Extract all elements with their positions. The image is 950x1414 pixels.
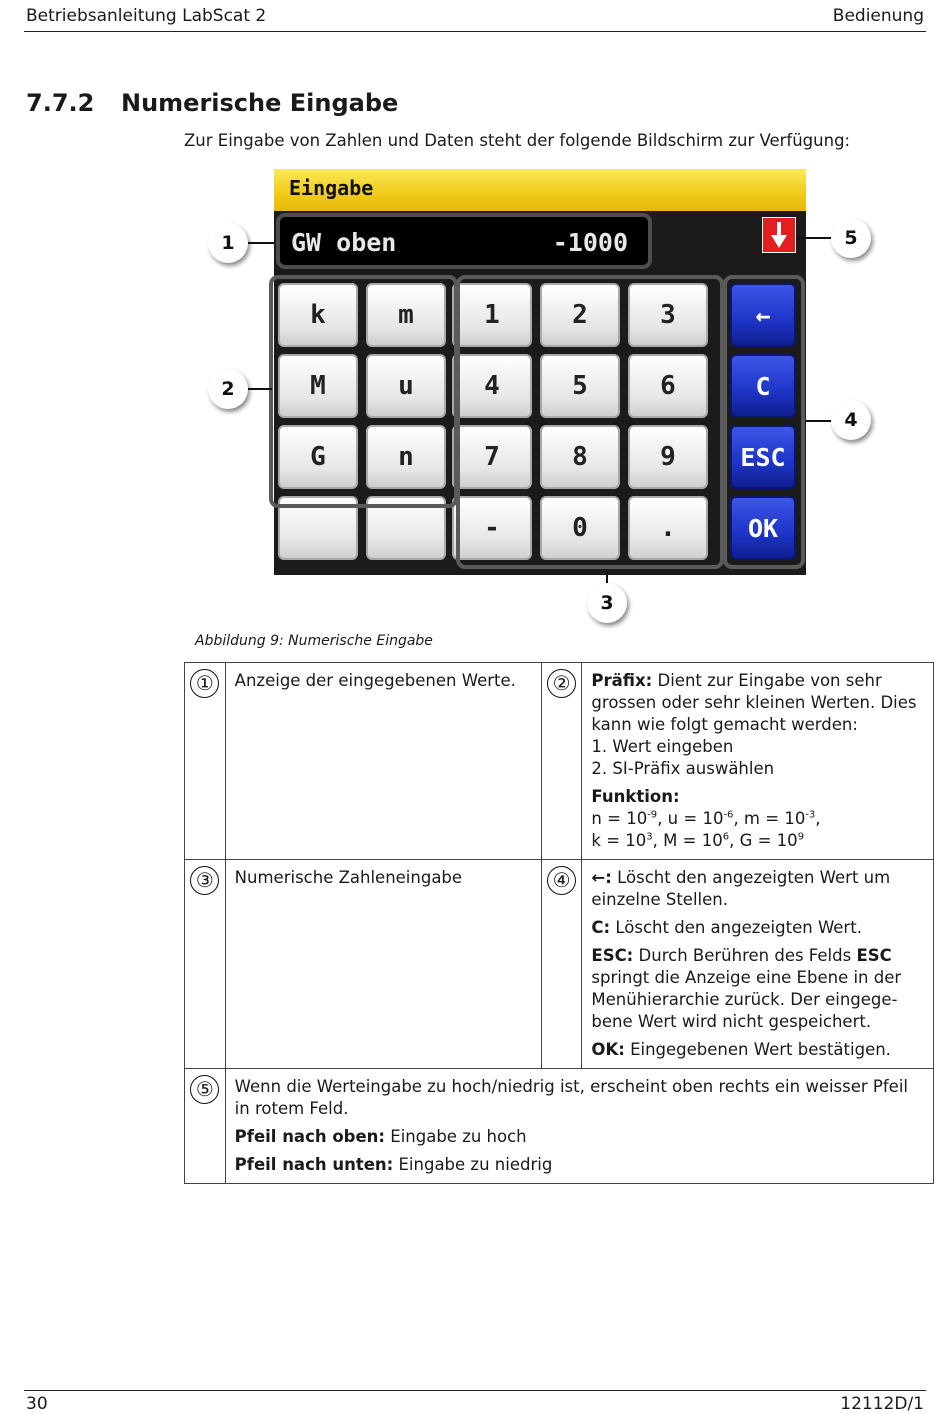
key-prefix-M[interactable]: M — [278, 354, 358, 418]
legend-marker-5: ⑤ — [190, 1075, 219, 1104]
callout-4: 4 — [831, 400, 871, 440]
callout-2-line — [248, 388, 272, 390]
legend-table — [184, 662, 934, 1184]
device-screen — [274, 169, 806, 575]
legend-marker-4: ④ — [547, 866, 576, 895]
key-minus[interactable]: - — [452, 496, 532, 560]
key-7[interactable]: 7 — [452, 425, 532, 489]
legend-marker-3: ③ — [190, 866, 219, 895]
key-8[interactable]: 8 — [540, 425, 620, 489]
page-number: 30 — [26, 1394, 48, 1414]
key-2[interactable]: 2 — [540, 283, 620, 347]
key-prefix-m[interactable]: m — [366, 283, 446, 347]
key-4[interactable]: 4 — [452, 354, 532, 418]
legend-text-4: ←: Löscht den angezeigten Wert um einzelne Stellen. C: Löscht den angezeigten Wert. ESC: Durch Berühren des Felds ESC springt die Anzeige eine Ebene in der Menühierarchie zurück. Der eingege-bene Wert wird nicht gespeichert. OK: Eingegebenen Wert bestätigen. — [582, 860, 934, 1069]
key-decimal-point[interactable]: . — [628, 496, 708, 560]
device-title: Eingabe — [289, 176, 374, 200]
number-group-outline — [456, 275, 724, 569]
figure-caption: Abbildung 9: Numerische Eingabe — [195, 633, 433, 649]
legend-text-2: Präfix: Dient zur Eingabe von sehr grossen oder sehr kleinen Werten. Dies kann wie folgt gemacht werden: 1. Wert eingeben 2. SI-Präfix auswählen Funktion: $n = 10^{-9}$, $u = 10^{-6}$, $m = 10^{-3}$, $k = 10^3$, $M = 10^6$, $G = 10^9$ — [582, 663, 934, 860]
display-label: GW oben — [291, 228, 397, 257]
callout-2: 2 — [208, 369, 248, 409]
key-5[interactable]: 5 — [540, 354, 620, 418]
arrow-down-warning-icon — [762, 217, 796, 253]
callout-1-line — [248, 242, 274, 244]
callout-1: 1 — [208, 223, 248, 263]
section-title: Numerische Eingabe — [121, 89, 399, 117]
display-value: -1000 — [552, 228, 628, 257]
key-prefix-u[interactable]: u — [366, 354, 446, 418]
key-3[interactable]: 3 — [628, 283, 708, 347]
section-number: 7.7.2 — [26, 89, 95, 117]
legend-text-5: Wenn die Werteingabe zu hoch/niedrig ist, erscheint oben rechts ein weisser Pfeil in rotem Feld. Pfeil nach oben: Eingabe zu hoch Pfeil nach unten: Eingabe zu niedrig — [225, 1069, 933, 1184]
key-backspace[interactable]: ← — [730, 283, 796, 347]
key-0[interactable]: 0 — [540, 496, 620, 560]
intro-text: Zur Eingabe von Zahlen und Daten steht der folgende Bildschirm zur Verfügung: — [184, 131, 851, 150]
key-1[interactable]: 1 — [452, 283, 532, 347]
legend-text-1: Anzeige der eingegebenen Werte. — [225, 663, 541, 860]
function-group-outline — [723, 275, 805, 569]
key-clear[interactable]: C — [730, 354, 796, 418]
legend-marker-2: ② — [547, 669, 576, 698]
callout-5: 5 — [831, 218, 871, 258]
callout-5-line — [796, 237, 832, 239]
value-display — [276, 213, 652, 269]
footer-rule — [24, 1390, 926, 1391]
header-left: Betriebsanleitung LabScat 2 — [26, 6, 267, 26]
legend-marker-1: ① — [190, 669, 219, 698]
key-prefix-n[interactable]: n — [366, 425, 446, 489]
header-rule — [24, 31, 926, 32]
key-escape[interactable]: ESC — [730, 425, 796, 489]
document-number: 12112D/1 — [840, 1394, 924, 1414]
callout-3: 3 — [587, 583, 627, 623]
key-prefix-G[interactable]: G — [278, 425, 358, 489]
key-9[interactable]: 9 — [628, 425, 708, 489]
key-ok[interactable]: OK — [730, 496, 796, 560]
prefix-group-outline — [269, 275, 458, 508]
callout-4-line — [806, 420, 832, 422]
device-title-bar — [274, 169, 806, 211]
header-right: Bedienung — [832, 6, 924, 26]
legend-text-3: Numerische Zahleneingabe — [225, 860, 541, 1069]
key-prefix-k[interactable]: k — [278, 283, 358, 347]
key-6[interactable]: 6 — [628, 354, 708, 418]
